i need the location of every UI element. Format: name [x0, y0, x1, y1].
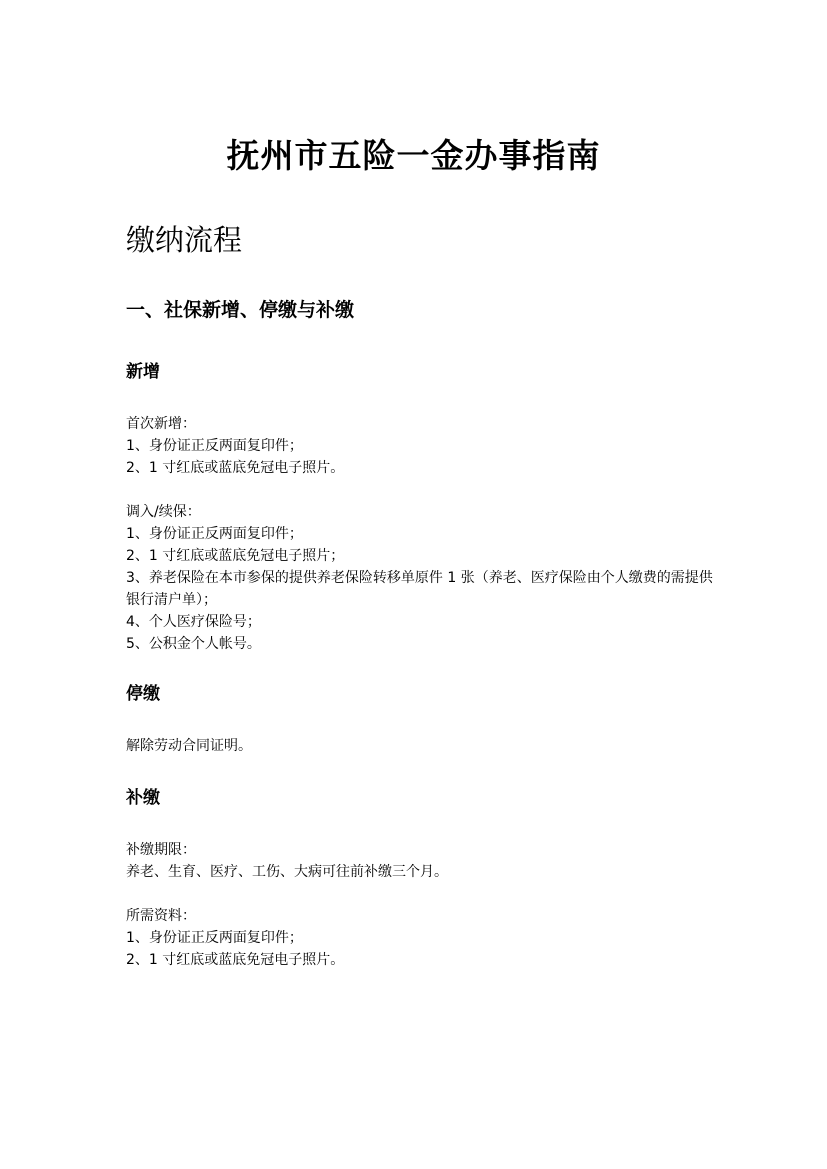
subsection-title: 一、社保新增、停缴与补缴: [126, 299, 355, 321]
xinzeng-first-block: [126, 413, 716, 479]
transfer-label: 调入/续保：: [126, 504, 201, 520]
list-item: 2、1 寸红底或蓝底免冠电子照片。: [126, 952, 345, 968]
document-title: 抚州市五险一金办事指南: [226, 136, 601, 175]
list-item: 3、养老保险在本市参保的提供养老保险转移单原件 1 张（养老、医疗保险由个人缴费的需提供银行清户单）；: [126, 570, 713, 608]
bujiao-period-label: 补缴期限：: [126, 842, 196, 858]
list-item: 1、身份证正反两面复印件；: [126, 438, 303, 454]
heading-xinzeng: 新增: [126, 362, 160, 382]
list-item: 1、身份证正反两面复印件；: [126, 526, 303, 542]
materials-label: 所需资料：: [126, 908, 196, 924]
bujiao-period-text: 养老、生育、医疗、工伤、大病可往前补缴三个月。: [126, 864, 448, 880]
bujiao-period-block: [126, 839, 716, 883]
list-item: 2、1 寸红底或蓝底免冠电子照片；: [126, 548, 345, 564]
bujiao-materials-block: [126, 905, 716, 971]
list-item: 4、个人医疗保险号；: [126, 614, 261, 630]
heading-bujiao: 补缴: [126, 788, 160, 808]
tingjiao-block: [126, 735, 716, 757]
list-item: 5、公积金个人帐号。: [126, 636, 261, 652]
list-item: 2、1 寸红底或蓝底免冠电子照片。: [126, 460, 345, 476]
first-add-label: 首次新增：: [126, 416, 196, 432]
heading-tingjiao: 停缴: [126, 684, 160, 704]
tingjiao-text: 解除劳动合同证明。: [126, 738, 252, 754]
xinzeng-transfer-block: [126, 501, 716, 655]
section-title: 缴纳流程: [126, 223, 243, 257]
list-item: 1、身份证正反两面复印件；: [126, 930, 303, 946]
